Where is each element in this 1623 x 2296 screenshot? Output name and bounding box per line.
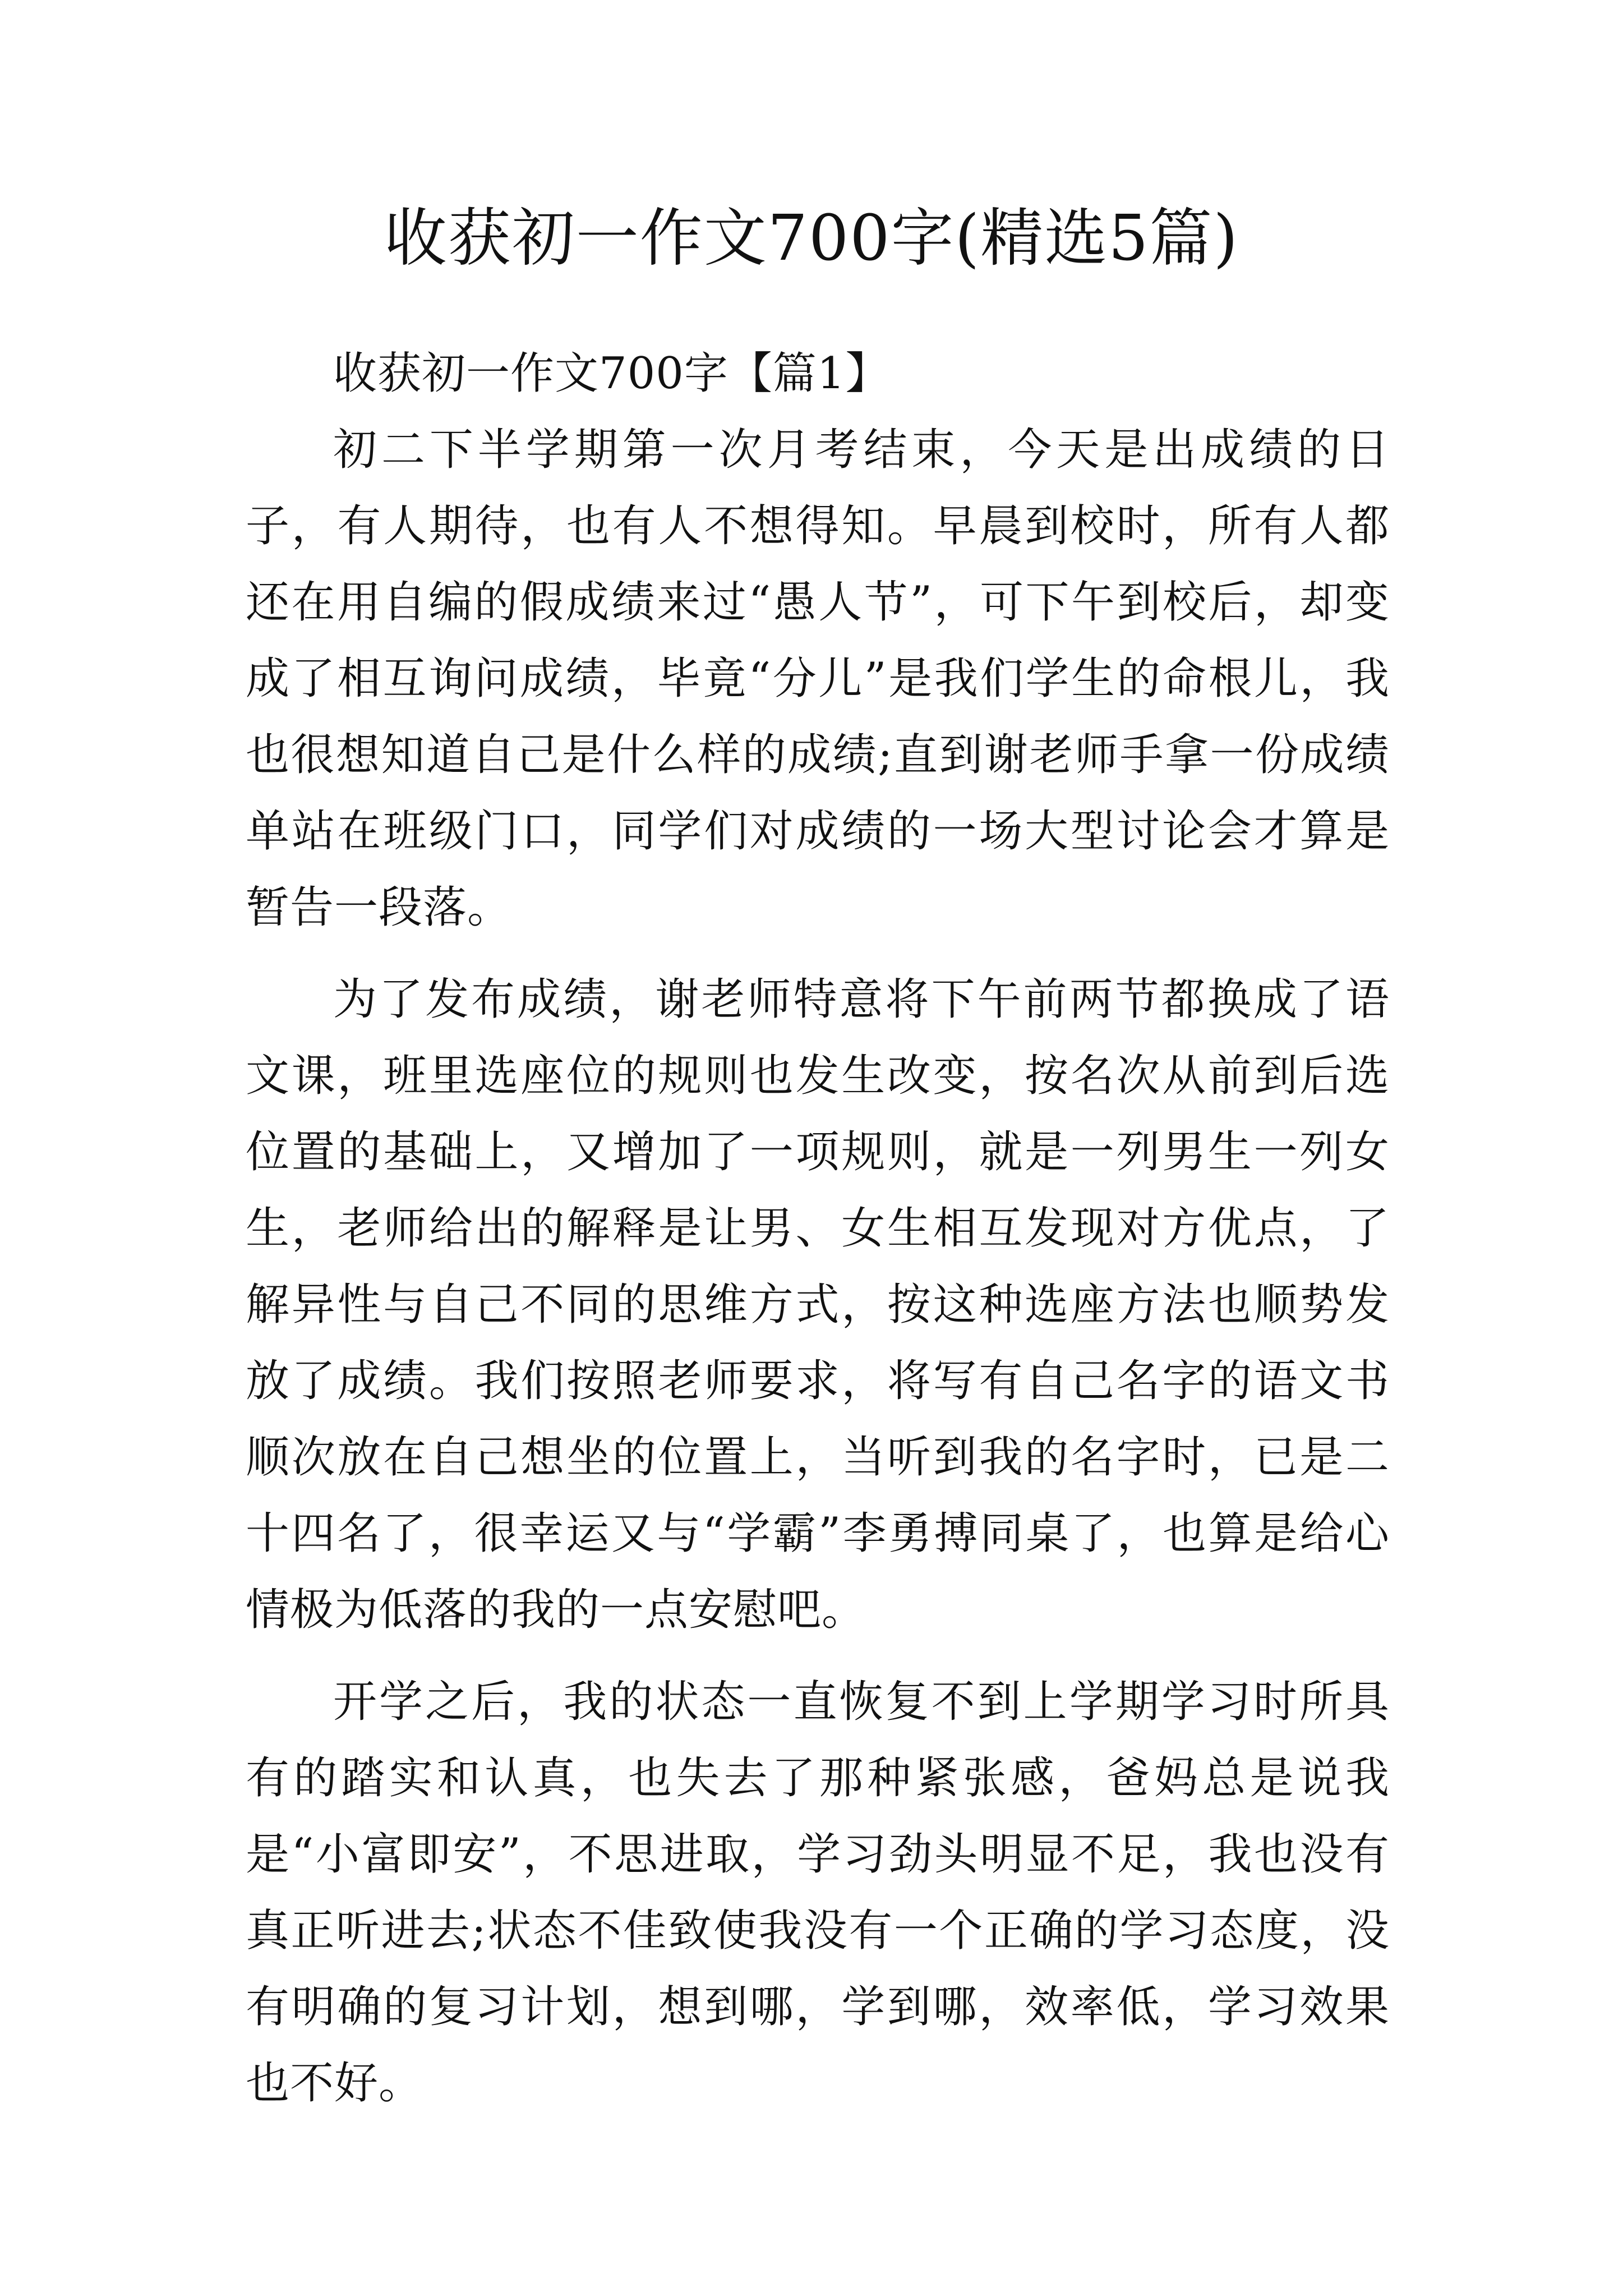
document-body [246,335,1390,2122]
paragraph-2: 为了发布成绩，谢老师特意将下午前两节都换成了语文课，班里选座位的规则也发生改变，按名次从前到后选位置的基础上，又增加了一项规则，就是一列男生一列女生，老师给出的解释是让男、女生相互发现对方优点，了解异性与自己不同的思维方式，按这种选座方法也顺势发放了成绩。我们按照老师要求，将写有自己名字的语文书顺次放在自己想坐的位置上，当听到我的名字时，已是二十四名了，很幸运又与“学霸”李勇搏同桌了，也算是给心情极为低落的我的一点安慰吧。 [246,974,1390,1635]
paragraph-1: 初二下半学期第一次月考结束，今天是出成绩的日子，有人期待，也有人不想得知。早晨到校时，所有人都还在用自编的假成绩来过“愚人节”，可下午到校后，却变成了相互询问成绩，毕竟“分儿”是我们学生的命根儿，我也很想知道自己是什么样的成绩;直到谢老师手拿一份成绩单站在班级门口，同学们对成绩的一场大型讨论会才算是暂告一段落。 [246,425,1390,933]
paragraph-3: 开学之后，我的状态一直恢复不到上学期学习时所具有的踏实和认真，也失去了那种紧张感，爸妈总是说我是“小富即安”，不思进取，学习劲头明显不足，我也没有真正听进去;状态不佳致使我没有一个正确的学习态度，没有明确的复习计划，想到哪，学到哪，效率低，学习效果也不好。 [246,1677,1390,2109]
section-heading: 收获初一作文700字【篇1】 [333,348,890,399]
document-title: 收获初一作文700字(精选5篇) [384,202,1239,275]
